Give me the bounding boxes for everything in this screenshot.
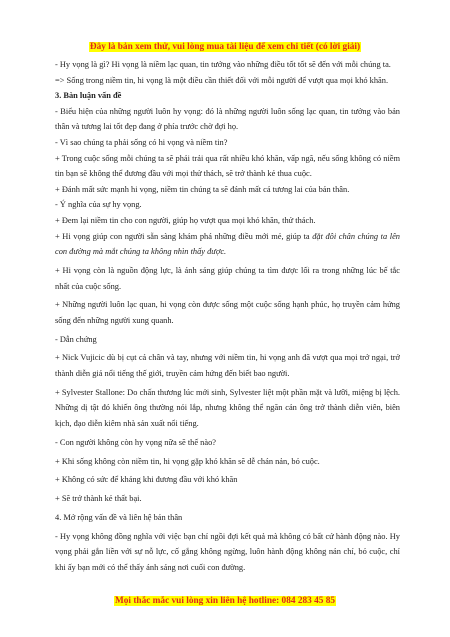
paragraph-extension: - Hy vọng không đồng nghĩa với việc bạn chỉ ngồi đợi kết quả mà không có bất cứ hành động nào. Hy vọng phải gắn liền với sự nỗ lực, cố gắng không ngừng, luôn hành động không nản chí, bỏ cuộc, chỉ khi ấy bạn mới có thể thấy ánh sáng nơi cuối con đường. [55, 531, 400, 572]
section-heading-3: 3. Bàn luận vấn đề [55, 91, 122, 101]
paragraph-without-hope: - Con người không còn hy vọng nữa sẽ thế nào? [55, 437, 216, 447]
paragraph-meaning-3: + Hi vọng còn là nguồn động lực, là ánh sáng giúp chúng ta tìm được lối ra trong những lúc bế tắc nhất của cuộc sống. [55, 265, 400, 291]
paragraph-why: - Vì sao chúng ta phải sống có hi vọng và niềm tin? [55, 137, 228, 147]
paragraph-meaning-4: + Những người luôn lạc quan, hi vọng còn được sống một cuộc sống hạnh phúc, họ truyền cảm hứng sống đến những người xung quanh. [55, 300, 400, 325]
preview-notice [0, 42, 450, 52]
paragraph-meaning-2-text: + Hi vọng giúp con người sẵn sàng khám phá những điều mới mẻ, giúp ta [55, 231, 313, 241]
paragraph-without-hope-2: + Không có sức để kháng khi đương đầu với khó khăn [55, 475, 238, 485]
paragraph-evidence: - Dẫn chứng [55, 334, 97, 344]
paragraph-meaning: - Ý nghĩa của sự hy vọng. [55, 200, 142, 210]
paragraph-expression: - Biểu hiện của những người luôn hy vọng: đó là những người luôn sống lạc quan, tin tưởng vào bản thân và tương lai tốt đẹp đang ở phía trước chờ đợi họ. [55, 106, 400, 132]
paragraph-evidence-2: + Sylvester Stallone: Do chấn thương lúc mới sinh, Sylvester liệt một phần mặt và lưỡi, miệng bị lệch. Những dị tật đó khiến ông thường nói lắp, nhưng không thể ngăn cản ông trở thành diễn viên, biên kịch, đạo diễn kiêm nhà sản xuất nổi tiếng. [55, 387, 400, 428]
preview-notice-text: Đây là bản xem thử, vui lòng mua tài liệu để xem chi tiết (có lời giải) [89, 42, 361, 52]
paragraph-reason-2: + Đánh mất sức mạnh hi vọng, niềm tin chúng ta sẽ đánh mất cả tương lai của bản thân. [55, 184, 350, 194]
document-body [55, 57, 400, 575]
hotline-notice-text: Mọi thắc mắc vui lòng xin liên hệ hotline: 084 283 45 85 [114, 596, 336, 606]
section-heading-4: 4. Mở rộng vấn đề và liên hệ bản thân [55, 512, 183, 522]
paragraph-without-hope-1: + Khi sống không còn niềm tin, hi vọng gặp khó khăn sẽ dễ chán nản, bỏ cuộc. [55, 456, 320, 466]
paragraph-evidence-1: + Nick Vujicic dù bị cụt cả chân và tay, nhưng với niềm tin, hi vọng anh đã vượt qua mọi trở ngại, trở thành diễn giả nổi tiếng thế giới, truyền cảm hứng đến biết bao người. [55, 353, 400, 379]
paragraph-summary: => Sống trong niềm tin, hi vọng là một điều cần thiết đối với mỗi người để vượt qua mọi khó khăn. [55, 75, 389, 85]
paragraph-meaning-1: + Đem lại niềm tin cho con người, giúp họ vượt qua mọi khó khăn, thử thách. [55, 215, 316, 225]
paragraph-without-hope-3: + Sẽ trở thành kẻ thất bại. [55, 494, 142, 504]
paragraph-reason-1: + Trong cuộc sống mỗi chúng ta sẽ phải trải qua rất nhiều khó khăn, vấp ngã, nếu sống không có niềm tin bạn sẽ không thể đương đầu với mọi thử thách, sẽ trở thành kẻ thua cuộc. [55, 153, 400, 179]
paragraph-meaning-2 [55, 229, 400, 260]
paragraph-meaning-2-italic: đặt đôi chân chúng ta lên con đường mà mắt chúng ta không nhìn thấy được. [55, 231, 400, 257]
hotline-notice [0, 596, 450, 606]
paragraph-definition: - Hy vọng là gì? Hi vọng là niềm lạc quan, tin tưởng vào những điều tốt tốt sẽ đến với mỗi chúng ta. [55, 60, 391, 69]
